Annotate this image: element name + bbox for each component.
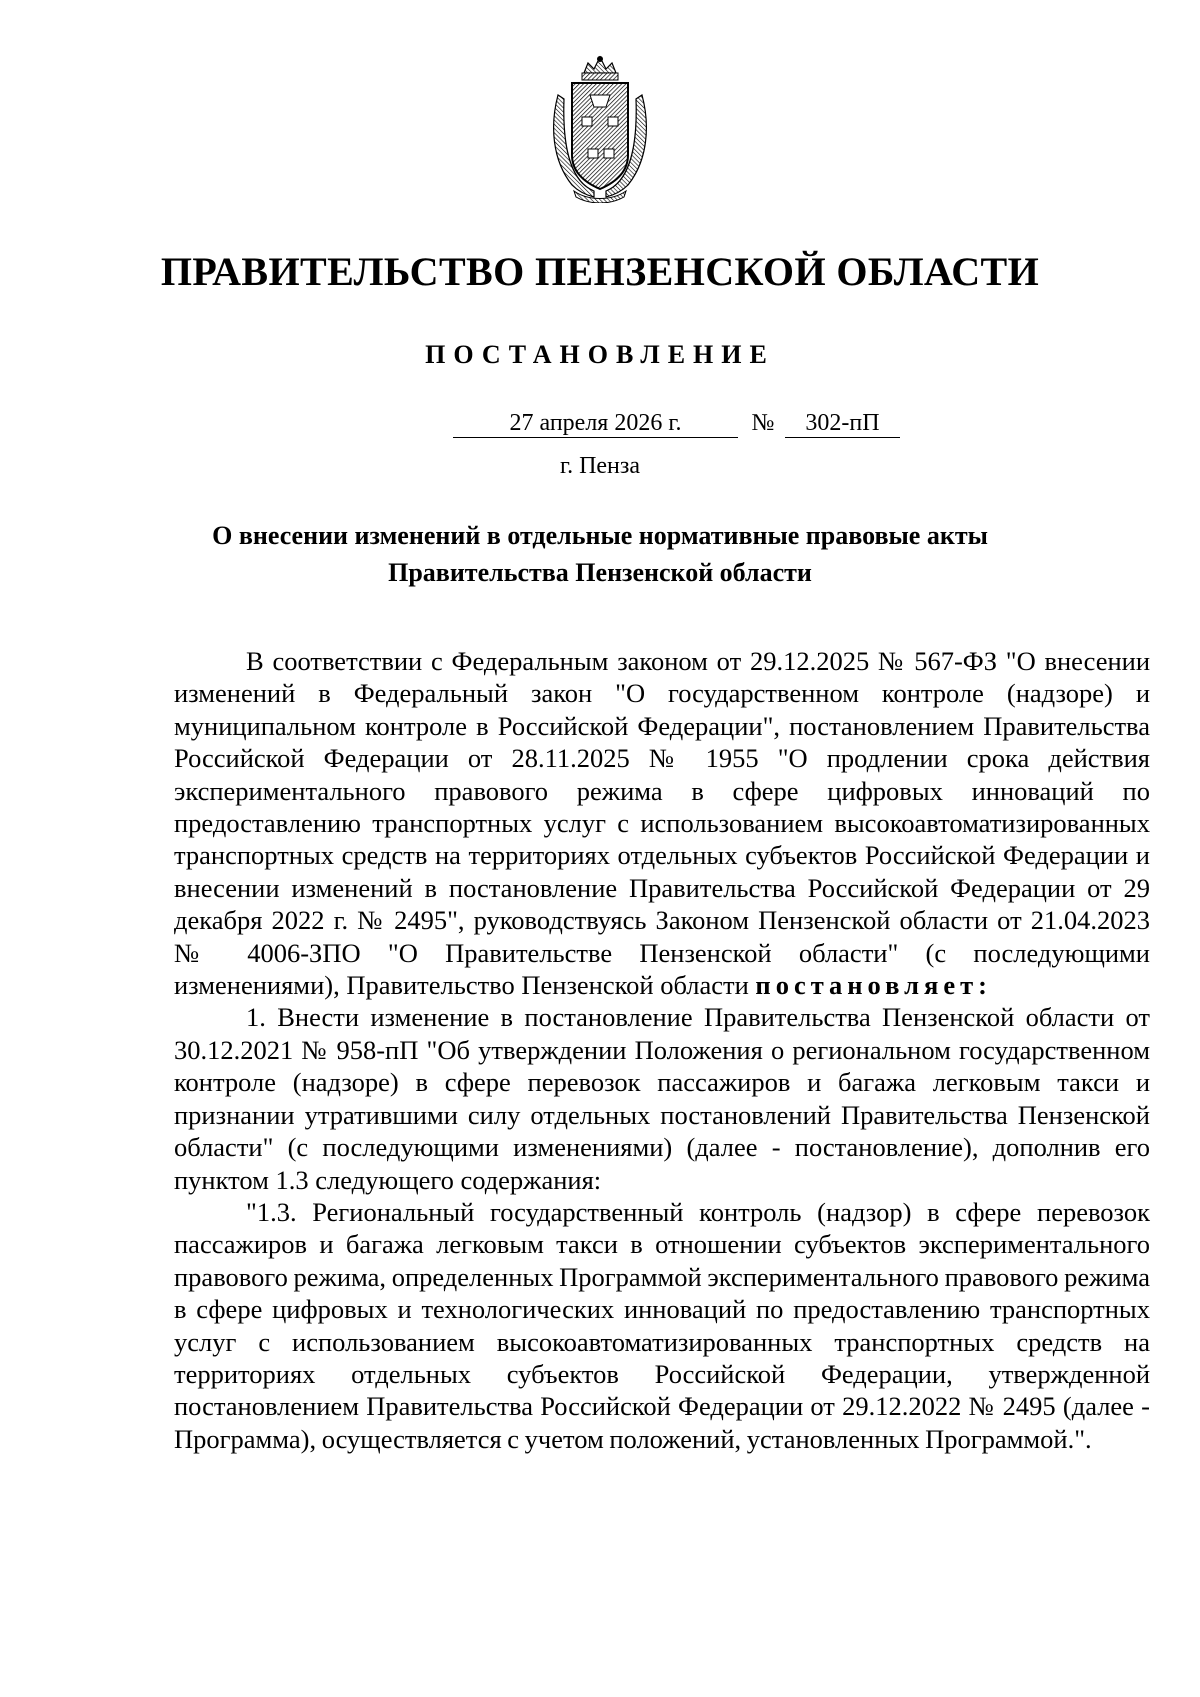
item-1-3-paragraph: "1.3. Региональный государственный контроль (надзор) в сфере перевозок пассажиров и багажа легковым такси в отношении субъектов экспериментального правового режима, определенных Программой экспериментального правового режима в сфере цифровых и технологических инноваций по предоставлению транспортных услуг с использованием высокоавтоматизированных транспортных средств на территориях отдельных субъектов Российской Федерации, утвержденной постановлением Правительства Российской Федерации от 29.12.2022 № 2495 (далее - Программа), осуществляется с учетом положений, установленных Программой.". — [174, 1196, 1150, 1454]
document-subject — [0, 517, 1200, 591]
subject-line-2: Правительства Пензенской области — [388, 558, 812, 587]
document-city: г. Пенза — [559, 453, 641, 479]
document-date: 27 апреля 2026 г. — [453, 410, 738, 438]
document-type: ПОСТАНОВЛЕНИЕ — [425, 340, 775, 369]
document-number: 302-пП — [785, 410, 900, 438]
document-body — [174, 645, 1150, 1455]
government-name: ПРАВИТЕЛЬСТВО ПЕНЗЕНСКОЙ ОБЛАСТИ — [160, 249, 1040, 294]
number-sign: № — [751, 410, 775, 436]
preamble-text: В соответствии с Федеральным законом от 29.12.2025 № 567-ФЗ "О внесении изменений в Федеральный закон "О государственном контроле (надзоре) и муниципальном контроле в Российской Федерации", постановлением Правительства Российской Федерации от 28.11.2025 № 1955 "О продлении срока действия экспериментального правового режима в сфере цифровых инноваций по предоставлению транспортных услуг с использованием высокоавтоматизированных транспортных средств на территориях отдельных субъектов Российской Федерации и внесении изменений в постановление Правительства Российской Федерации от 29 декабря 2022 г. № 2495", руководствуясь Законом Пензенской области от 21.04.2023 № 4006-ЗПО "О Правительстве Пензенской области" (с последующими изменениями), Правительство Пензенской области — [174, 646, 1150, 1001]
resolves-word: постановляет: — [755, 970, 992, 1001]
coat-of-arms-icon — [544, 55, 656, 203]
preamble-paragraph — [174, 645, 1150, 1001]
subject-line-1: О внесении изменений в отдельные нормативные правовые акты — [212, 521, 988, 550]
item-1-paragraph: 1. Внести изменение в постановление Правительства Пензенской области от 30.12.2021 № 958-пП "Об утверждении Положения о региональном государственном контроле (надзоре) в сфере перевозок пассажиров и багажа легковым такси и признании утратившими силу отдельных постановлений Правительства Пензенской области" (с последующими изменениями) (далее - постановление), дополнив его пунктом 1.3 следующего содержания: — [174, 1002, 1150, 1195]
